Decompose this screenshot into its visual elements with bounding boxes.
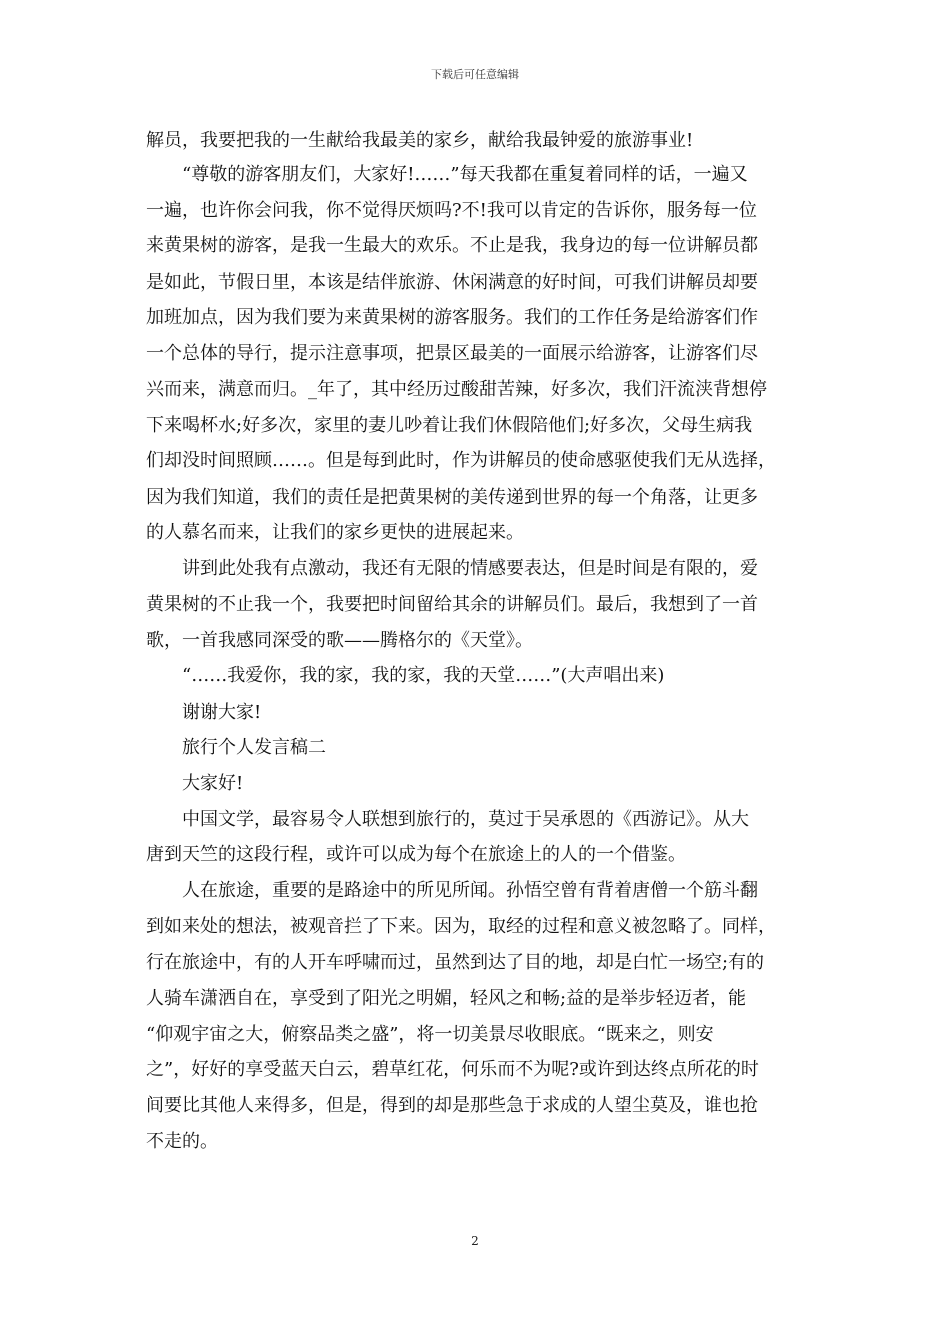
text-line: 歌，一首我感同深受的歌——腾格尔的《天堂》。 <box>146 630 533 651</box>
text-line: 行在旅途中，有的人开车呼啸而过，虽然到达了目的地，却是白忙一场空;有的 <box>146 952 765 973</box>
text-line: 不走的。 <box>146 1131 218 1152</box>
text-line: 人在旅途，重要的是路途中的所见所闻。孙悟空曾有背着唐僧一个筋斗翻 <box>182 880 758 901</box>
text-line: 一遍，也许你会问我，你不觉得厌烦吗?不!我可以肯定的告诉你，服务每一位 <box>146 200 757 221</box>
text-line: 讲到此处我有点激动，我还有无限的情感要表达，但是时间是有限的，爱 <box>182 558 758 579</box>
text-line: 谢谢大家! <box>182 702 262 723</box>
text-line: 的人慕名而来，让我们的家乡更快的进展起来。 <box>146 522 524 543</box>
text-line: 人骑车潇洒自在，享受到了阳光之明媚，轻风之和畅;益的是举步轻迈者，能 <box>146 988 747 1009</box>
text-line: 来黄果树的游客，是我一生最大的欢乐。不止是我，我身边的每一位讲解员都 <box>146 235 758 256</box>
text-line: 加班加点，因为我们要为来黄果树的游客服务。我们的工作任务是给游客们作 <box>146 307 758 328</box>
text-line: 中国文学，最容易令人联想到旅行的，莫过于吴承恩的《西游记》。从大 <box>182 809 749 830</box>
text-line: 到如来处的想法，被观音拦了下来。因为，取经的过程和意义被忽略了。同样， <box>146 916 776 937</box>
text-line: “……我爱你，我的家，我的家，我的天堂……”(大声唱出来) <box>182 665 665 686</box>
text-line: “尊敬的游客朋友们，大家好!……”每天我都在重复着同样的话，一遍又 <box>182 164 748 185</box>
page-number: 2 <box>471 1234 479 1248</box>
text-line: “仰观宇宙之大，俯察品类之盛”，将一切美景尽收眼底。“既来之，则安 <box>146 1024 714 1045</box>
page-header: 下载后可任意编辑 <box>431 68 519 81</box>
text-line: 黄果树的不止我一个，我要把时间留给其余的讲解员们。最后，我想到了一首 <box>146 594 758 615</box>
text-line: 是如此，节假日里，本该是结伴旅游、休闲满意的好时间，可我们讲解员却要 <box>146 272 758 293</box>
text-line: 一个总体的导行，提示注意事项，把景区最美的一面展示给游客，让游客们尽 <box>146 343 758 364</box>
text-line: 唐到天竺的这段行程，或许可以成为每个在旅途上的人的一个借鉴。 <box>146 844 686 865</box>
text-line: 间要比其他人来得多，但是，得到的却是那些急于求成的人望尘莫及，谁也抢 <box>146 1095 758 1116</box>
text-line: 们却没时间照顾……。但是每到此时，作为讲解员的使命感驱使我们无从选择， <box>146 450 776 471</box>
text-line: 大家好! <box>182 773 244 794</box>
text-line: 之”，好好的享受蓝天白云，碧草红花，何乐而不为呢?或许到达终点所花的时 <box>146 1059 759 1080</box>
text-line: 兴而来，满意而归。_年了，其中经历过酸甜苦辣，好多次，我们汗流浃背想停 <box>146 379 767 400</box>
section-title: 旅行个人发言稿二 <box>182 737 326 758</box>
text-line: 因为我们知道，我们的责任是把黄果树的美传递到世界的每一个角落，让更多 <box>146 487 758 508</box>
text-line: 下来喝杯水;好多次，家里的妻儿吵着让我们休假陪他们;好多次，父母生病我 <box>146 415 753 436</box>
text-line: 解员，我要把我的一生献给我最美的家乡，献给我最钟爱的旅游事业! <box>146 130 694 151</box>
